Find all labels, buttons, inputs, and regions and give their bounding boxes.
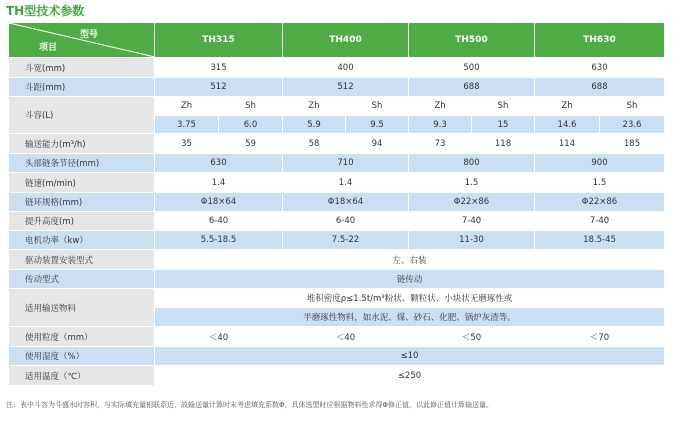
cell: 1.5 <box>535 173 665 193</box>
row-label: 适用温度（℃） <box>9 366 155 386</box>
cell: ≤10 <box>155 347 665 366</box>
subheader: Sh <box>472 97 535 116</box>
spec-table <box>8 22 665 386</box>
corner-model-label: 型号 <box>79 30 98 40</box>
cell: 800 <box>409 154 535 173</box>
row-label: 提升高度(m) <box>9 212 155 231</box>
cell: 512 <box>283 78 409 97</box>
cell: Φ18×64 <box>283 193 409 212</box>
row-label: 斗距(mm) <box>9 78 155 97</box>
cell: 73 <box>409 134 472 154</box>
cell: 7-40 <box>409 212 535 231</box>
cell: 688 <box>535 78 665 97</box>
table-row <box>9 193 665 212</box>
cell: Φ18×64 <box>155 193 283 212</box>
cell: 94 <box>346 134 409 154</box>
cell: 630 <box>155 154 283 173</box>
cell: ＜50 <box>409 327 535 347</box>
row-label: 头部链条节径(mm) <box>9 154 155 173</box>
cell: 6-40 <box>155 212 283 231</box>
cell: 5.9 <box>283 116 346 134</box>
cell: 6.0 <box>219 116 283 134</box>
subheader: Zh <box>409 97 472 116</box>
cell: 900 <box>535 154 665 173</box>
table-title: TH型技术参数 <box>6 4 85 18</box>
cell: 59 <box>219 134 283 154</box>
cell: 7.5-22 <box>283 231 409 250</box>
footnote: 注：表中斗容为斗盛水时容积，与实际填充量相联系近，故输送量计算时未考虑填充系数Φ，具体选型时应根据物料性求得Φ修正值，以此修正值计算输送量。 <box>6 401 494 409</box>
table-row <box>9 212 665 231</box>
row-label: 传动型式 <box>9 270 155 289</box>
subheader: Zh <box>283 97 346 116</box>
subheader: Zh <box>535 97 600 116</box>
table-row <box>9 78 665 97</box>
corner-item-label: 项目 <box>39 43 58 53</box>
cell: 9.5 <box>346 116 409 134</box>
row-label: 适用输送物料 <box>9 289 155 327</box>
table-row <box>9 366 665 386</box>
table-row <box>9 347 665 366</box>
table-row <box>9 289 665 308</box>
model-header: TH400 <box>283 23 409 58</box>
cell: 15 <box>472 116 535 134</box>
subheader: Sh <box>219 97 283 116</box>
cell: 400 <box>283 58 409 78</box>
table-row <box>9 154 665 173</box>
table-row <box>9 250 665 270</box>
cell: Φ22×86 <box>409 193 535 212</box>
cell: 315 <box>155 58 283 78</box>
cell: 23.6 <box>600 116 665 134</box>
cell: 9.3 <box>409 116 472 134</box>
cell: 堆积密度ρ≤1.5t/m³粉状、颗粒状、小块状无磨琢性或 <box>155 289 665 308</box>
cell: 3.75 <box>155 116 219 134</box>
cell: 左、右装 <box>155 250 665 270</box>
cell: 半磨琢性物料，如水泥、煤、砂石、化肥、锅炉灰渣等。 <box>155 308 665 327</box>
cell: 630 <box>535 58 665 78</box>
subheader: Sh <box>346 97 409 116</box>
row-label: 电机功率（kw） <box>9 231 155 250</box>
cell: 688 <box>409 78 535 97</box>
cell: 1.4 <box>283 173 409 193</box>
cell: 7-40 <box>535 212 665 231</box>
cell: ＜70 <box>535 327 665 347</box>
row-label: 斗宽(mm) <box>9 58 155 78</box>
cell: 链传动 <box>155 270 665 289</box>
cell: 500 <box>409 58 535 78</box>
cell: Φ22×86 <box>535 193 665 212</box>
cell: 6-40 <box>283 212 409 231</box>
cell: 35 <box>155 134 219 154</box>
subheader: Sh <box>600 97 665 116</box>
cell: ≤250 <box>155 366 665 386</box>
row-label: 使用粒度（mm） <box>9 327 155 347</box>
table-row <box>9 231 665 250</box>
row-label: 输送能力(m³/h) <box>9 134 155 154</box>
table-row <box>9 58 665 78</box>
model-header: TH500 <box>409 23 535 58</box>
row-label: 使用湿度（%） <box>9 347 155 366</box>
cell: 18.5-45 <box>535 231 665 250</box>
row-label: 链环规格(mm) <box>9 193 155 212</box>
cell: 185 <box>600 134 665 154</box>
row-label: 斗容(L) <box>9 97 155 134</box>
subheader: Zh <box>155 97 219 116</box>
table-row <box>9 327 665 347</box>
cell: 114 <box>535 134 600 154</box>
model-header: TH630 <box>535 23 665 58</box>
row-label: 链速(m/min) <box>9 173 155 193</box>
cell: 118 <box>472 134 535 154</box>
model-header: TH315 <box>155 23 283 58</box>
cell: ＜40 <box>283 327 409 347</box>
cell: ＜40 <box>155 327 283 347</box>
table-row <box>9 97 665 116</box>
cell: 710 <box>283 154 409 173</box>
cell: 1.4 <box>155 173 283 193</box>
header-corner <box>9 23 155 58</box>
row-label: 驱动装置安装型式 <box>9 250 155 270</box>
cell: 11-30 <box>409 231 535 250</box>
table-row <box>9 134 665 154</box>
cell: 1.5 <box>409 173 535 193</box>
cell: 5.5-18.5 <box>155 231 283 250</box>
cell: 14.6 <box>535 116 600 134</box>
table-row <box>9 270 665 289</box>
table-row <box>9 173 665 193</box>
cell: 58 <box>283 134 346 154</box>
cell: 512 <box>155 78 283 97</box>
